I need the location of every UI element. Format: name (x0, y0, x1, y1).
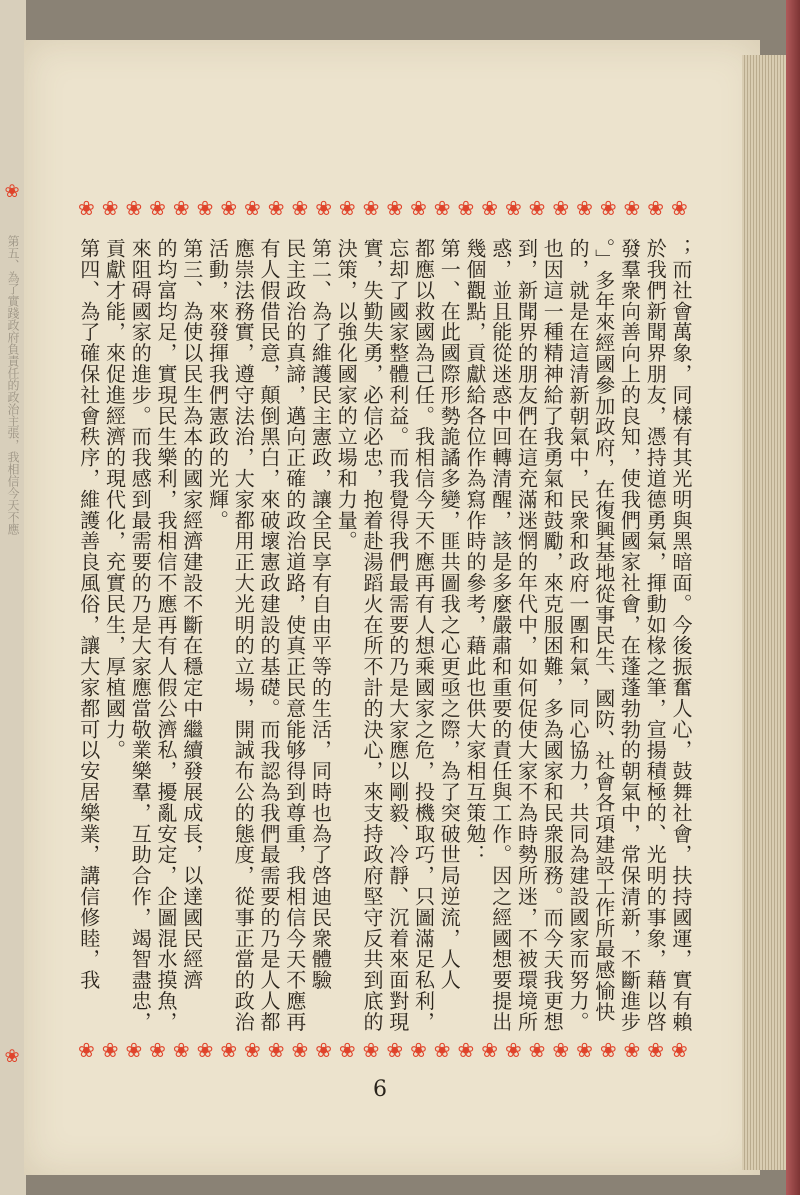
flower-ornament-icon: ❀ (338, 196, 356, 220)
flower-ornament-icon: ❀ (149, 196, 166, 220)
flower-ornament-icon: ❀ (101, 1038, 119, 1062)
text-column: 決策，以強化國家的立場和力量。 (334, 238, 359, 552)
flower-ornament-icon: ❀ (504, 196, 522, 220)
text-column: 第一、在此國際形勢詭譎多變，匪共圖我之心更亟之際，為了突破世局逆流，人人 (437, 238, 462, 991)
text-column: 活動，來發揮我們憲政的光輝。 (205, 238, 230, 531)
flower-ornament-icon: ❀ (576, 1038, 593, 1062)
flower-ornament-icon: ❀ (125, 196, 143, 220)
text-column: 第四、為了確保社會秩序，維護善良風俗，讓大家都可以安居樂業，講信修睦，我 (76, 238, 101, 991)
left-page-flower-bottom: ❀ (4, 1046, 20, 1067)
text-column: 第三、為使以民生為本的國家經濟建設不斷在穩定中繼續發展成長，以達國民經濟 (179, 238, 204, 991)
flower-ornament-icon: ❀ (338, 1038, 356, 1062)
flower-ornament-icon: ❀ (220, 1038, 238, 1062)
bottom-ornament-band (78, 1038, 688, 1062)
text-column: 發羣衆向善向上的良知，使我們國家社會，在蓬蓬勃勃的朝氣中，常保清新，不斷進步 (617, 238, 642, 1033)
left-page-flower-top: ❀ (4, 181, 20, 202)
flower-ornament-icon: ❀ (291, 1038, 309, 1062)
flower-ornament-icon: ❀ (220, 196, 238, 220)
flower-ornament-icon: ❀ (670, 1038, 688, 1062)
text-column: 第二、為了維護民主憲政，讓全民享有自由平等的生活，同時也為了啓迪民衆體驗 (308, 238, 333, 991)
flower-ornament-icon: ❀ (552, 196, 570, 220)
text-column: 的，就是在這清新朝氣中，民衆和政府一團和氣，同心協力，共同為建設國家而努力。 (566, 238, 590, 1033)
book-binding (786, 0, 800, 1195)
flower-ornament-icon: ❀ (528, 196, 546, 220)
flower-ornament-icon: ❀ (481, 196, 498, 220)
text-column: 。」多年來經國參加政府，在復興基地從事民生、國防、社會各項建設工作所最感愉快 (591, 238, 616, 1023)
flower-ornament-icon: ❀ (101, 196, 119, 220)
flower-ornament-icon: ❀ (647, 196, 665, 220)
flower-ornament-icon: ❀ (433, 1038, 451, 1062)
text-column: 實，失勤失勇，必信必忠，抱着赴湯蹈火在所不計的決心，來支持政府堅守反共到底的 (360, 238, 384, 1033)
text-column: 到，新聞界的朋友們在這充滿迷惘的年代中，如何促使大家不為時勢所迷，不被環境所 (514, 238, 539, 1033)
flower-ornament-icon: ❀ (362, 1038, 380, 1062)
text-column: 都應以救國為己任。我相信今天不應再有人想乘國家之危，投機取巧，只圖滿足私利， (411, 238, 436, 1033)
flower-ornament-icon: ❀ (386, 1038, 404, 1062)
text-column: 應崇法務實，遵守法治，大家都用正大光明的立場，開誠布公的態度，從事正當的政治 (231, 238, 256, 1033)
flower-ornament-icon: ❀ (78, 196, 95, 220)
text-column: 幾個觀點，貢獻給各位作為寫作時的參考，藉此也供大家相互策勉： (463, 238, 487, 865)
flower-ornament-icon: ❀ (528, 1038, 546, 1062)
flower-ornament-icon: ❀ (647, 1038, 665, 1062)
text-column: 惑，並且能從迷惑中回轉清醒，該是多麼嚴肅和重要的責任與工作。因之經國想要提出 (488, 238, 513, 1033)
flower-ornament-icon: ❀ (125, 1038, 143, 1062)
flower-ornament-icon: ❀ (315, 1038, 332, 1062)
flower-ornament-icon: ❀ (599, 1038, 617, 1062)
flower-ornament-icon: ❀ (386, 196, 404, 220)
text-column: 貢獻才能，來促進經濟的現代化，充實民生，厚植國力。 (102, 238, 127, 761)
flower-ornament-icon: ❀ (576, 196, 593, 220)
flower-ornament-icon: ❀ (670, 196, 688, 220)
text-column: 來阻碍國家的進步。而我感到最需要的乃是大家應當敬業樂羣，互助合作，竭智盡忠， (128, 238, 153, 1033)
text-column: 民主政治的真諦，邁向正確的政治道路，使真正民意能够得到尊重，我相信今天不應再 (282, 238, 307, 1033)
flower-ornament-icon: ❀ (291, 196, 309, 220)
flower-ornament-icon: ❀ (172, 196, 190, 220)
flower-ornament-icon: ❀ (623, 196, 641, 220)
flower-ornament-icon: ❀ (552, 1038, 570, 1062)
flower-ornament-icon: ❀ (410, 1038, 427, 1062)
text-column: 有人假借民意，顛倒黑白，來破壞憲政建設的基礎。而我認為我們最需要的乃是人人都 (257, 238, 281, 1033)
flower-ornament-icon: ❀ (196, 1038, 214, 1062)
text-column: 忘却了國家整體利益。而我覺得我們最需要的乃是大家應以剛毅、冷靜、沉着來面對現 (385, 238, 410, 1033)
flower-ornament-icon: ❀ (149, 1038, 166, 1062)
vertical-text-block (76, 238, 694, 1034)
text-column: 的均富均足，實現民生樂利，我相信不應再有人假公濟私，擾亂安定，企圖混水摸魚， (154, 238, 178, 1033)
flower-ornament-icon: ❀ (457, 196, 475, 220)
flower-ornament-icon: ❀ (244, 196, 261, 220)
flower-ornament-icon: ❀ (315, 196, 332, 220)
flower-ornament-icon: ❀ (362, 196, 380, 220)
flower-ornament-icon: ❀ (504, 1038, 522, 1062)
flower-ornament-icon: ❀ (481, 1038, 498, 1062)
page-edges (742, 55, 792, 1170)
flower-ornament-icon: ❀ (433, 196, 451, 220)
flower-ornament-icon: ❀ (196, 196, 214, 220)
flower-ornament-icon: ❀ (457, 1038, 475, 1062)
flower-ornament-icon: ❀ (267, 1038, 285, 1062)
flower-ornament-icon: ❀ (599, 196, 617, 220)
flower-ornament-icon: ❀ (410, 196, 427, 220)
top-ornament-band (78, 196, 688, 220)
text-column: 於我們新聞界朋友，憑持道德勇氣，揮動如椽之筆，宣揚積極的、光明的事象，藉以啓 (643, 238, 668, 1033)
flower-ornament-icon: ❀ (244, 1038, 261, 1062)
flower-ornament-icon: ❀ (78, 1038, 95, 1062)
previous-page-edge: 第五、為了實踐政府負責任的政治主張，我相信今天不應 (0, 0, 26, 1195)
page-number: 6 (373, 1077, 387, 1102)
flower-ornament-icon: ❀ (623, 1038, 641, 1062)
text-column: 也因這一種精神給了我勇氣和鼓勵，來克服困難，多為國家和民衆服務。而今天我更想 (540, 238, 565, 1033)
text-column: ；而社會萬象，同樣有其光明與黑暗面。今後振奮人心，鼓舞社會，扶持國運，實有賴 (669, 238, 693, 1033)
flower-ornament-icon: ❀ (172, 1038, 190, 1062)
flower-ornament-icon: ❀ (267, 196, 285, 220)
